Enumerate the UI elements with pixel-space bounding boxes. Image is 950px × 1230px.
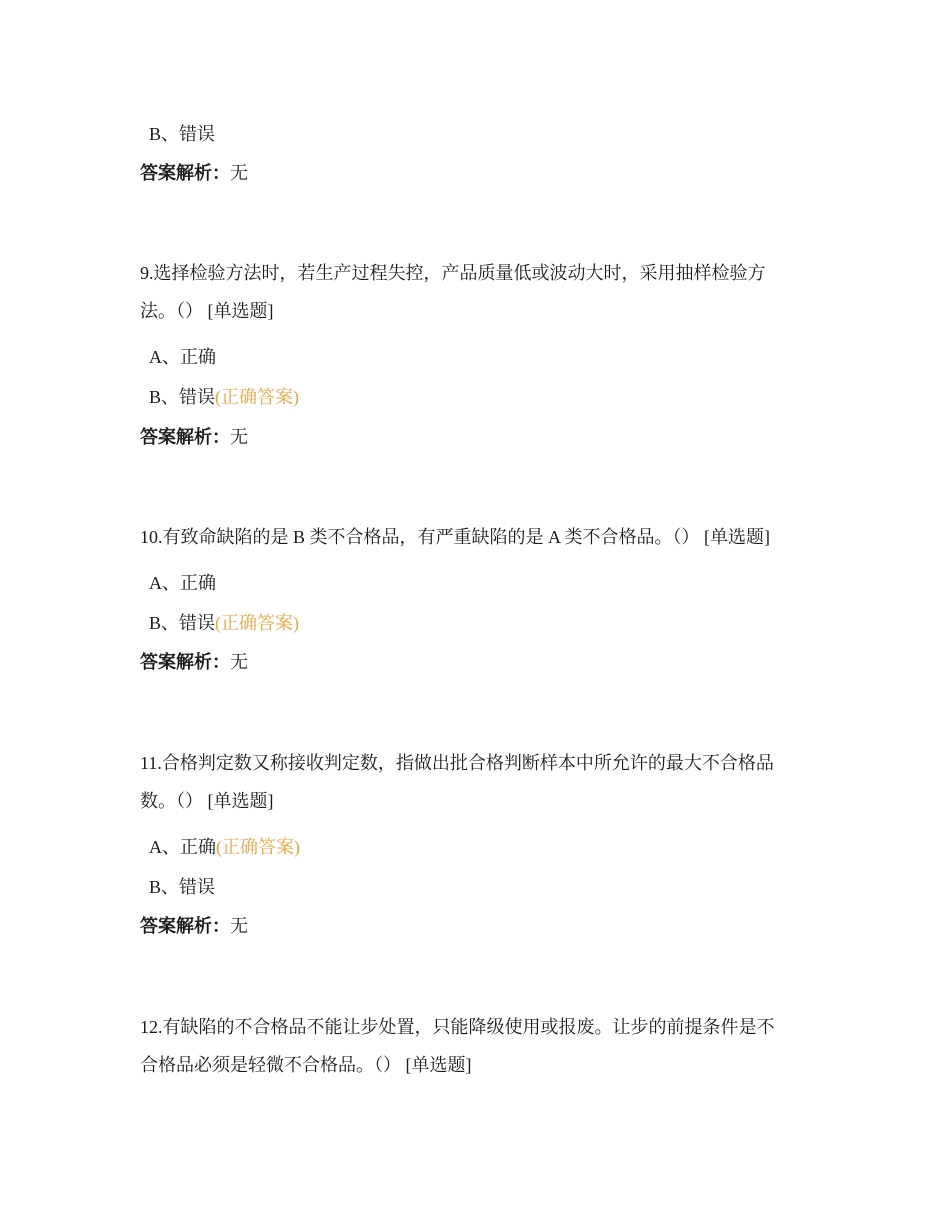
q10-text-line1: 10.有致命缺陷的是 B 类不合格品，有严重缺陷的是 A 类不合格品。（） [单选题] — [140, 527, 770, 547]
q9-analysis — [140, 425, 248, 450]
q11-option-a — [149, 835, 300, 859]
q10-option-b-text: B、错误 — [149, 613, 216, 633]
q9-option-b — [149, 385, 299, 409]
q11-analysis — [140, 914, 248, 939]
q11-option-a-text: A、正确 — [149, 837, 216, 857]
q9-text-line1: 9.选择检验方法时，若生产过程失控，产品质量低或波动大时，采用抽样检验方 — [140, 263, 766, 283]
q9-text-line2: 法。（） [单选题] — [140, 301, 274, 321]
q10-correct-answer-mark: (正确答案) — [215, 613, 300, 633]
q10-analysis-value: 无 — [230, 652, 248, 673]
q10-option-a — [149, 571, 216, 595]
q10-analysis — [140, 650, 248, 675]
q10-analysis-label: 答案解析： — [140, 652, 230, 673]
q11-analysis-label: 答案解析： — [140, 916, 230, 937]
q12-text-line2: 合格品必须是轻微不合格品。（） [单选题] — [140, 1055, 472, 1075]
q11-text-line1: 11.合格判定数又称接收判定数，指做出批合格判断样本中所允许的最大不合格品 — [140, 753, 774, 773]
q12-text-line1: 12.有缺陷的不合格品不能让步处置，只能降级使用或报废。让步的前提条件是不 — [140, 1017, 775, 1037]
q9-option-a — [149, 345, 216, 369]
q8-analysis-value: 无 — [230, 163, 248, 184]
q9-correct-answer-mark: (正确答案) — [215, 387, 300, 407]
q9-analysis-value: 无 — [230, 427, 248, 448]
q8-option-b-text: B、错误 — [149, 124, 216, 144]
q11-option-b — [149, 875, 215, 899]
q9-analysis-label: 答案解析： — [140, 427, 230, 448]
q9-option-b-text: B、错误 — [149, 387, 216, 407]
q9-option-a-text: A、正确 — [149, 347, 216, 367]
q11-correct-answer-mark: (正确答案) — [216, 837, 300, 857]
q10-option-a-text: A、正确 — [149, 573, 216, 593]
q11-analysis-value: 无 — [230, 916, 248, 937]
q8-analysis — [140, 161, 248, 186]
q8-option-b — [149, 122, 215, 146]
q10-option-b — [149, 611, 299, 635]
q11-text-line2: 数。（） [单选题] — [140, 791, 274, 811]
q8-analysis-label: 答案解析： — [140, 163, 230, 184]
q11-option-b-text: B、错误 — [149, 877, 216, 897]
